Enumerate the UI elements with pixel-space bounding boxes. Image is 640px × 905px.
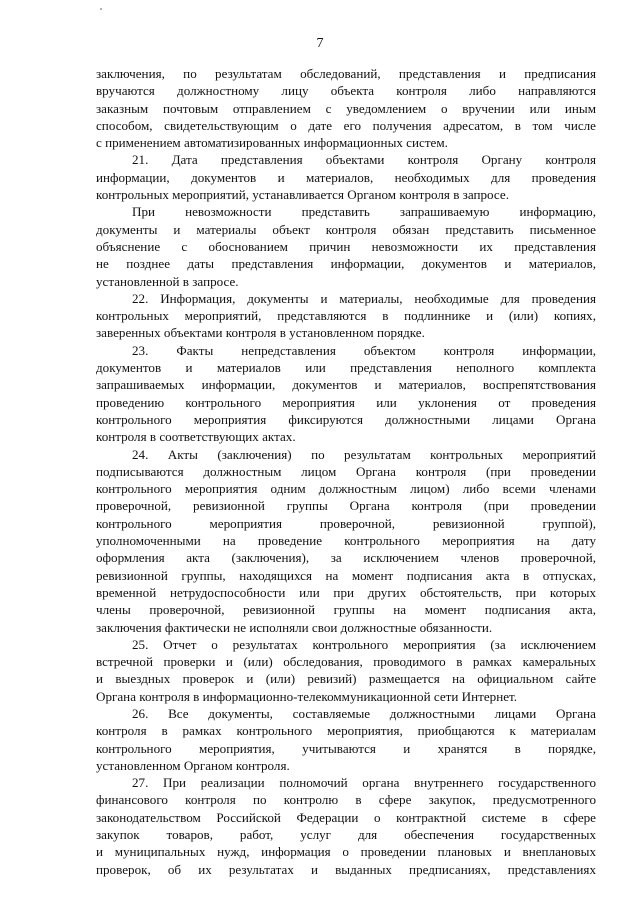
text-line: и муниципальных нужд, информация о проведении плановых и внеплановых xyxy=(96,844,596,860)
text-line: контроля в рамках контрольного мероприятия, приобщаются к материалам xyxy=(96,723,596,739)
text-line: объяснение с обоснованием причин невозможности их представления xyxy=(96,238,596,254)
text-line: документы и материалы объект контроля обязан представить письменное xyxy=(96,221,596,237)
text-line: вручаются должностному лицу объекта контроля либо направляются xyxy=(96,83,596,99)
text-line: не позднее даты представления информации, документов и материалов, xyxy=(96,256,596,272)
text-line: установленном Органом контроля. xyxy=(96,757,290,773)
text-line: проверок, об их результатах и выданных предписаниях, представлениях xyxy=(96,861,596,877)
text-line: подписываются должностным лицом Органа контроля (при проведении xyxy=(96,463,596,479)
text-line: контрольного мероприятия одним должностным лицом) либо всеми членами xyxy=(96,481,596,497)
text-line: ревизионной группы, находящихся на момент подписания акта в отпусках, xyxy=(96,567,596,583)
text-line: 25. Отчет о результатах контрольного мероприятия (за исключением xyxy=(132,636,596,652)
text-line: запрашиваемых информации, документов и материалов, воспрепятствования xyxy=(96,377,596,393)
page-number: 7 xyxy=(316,36,324,51)
text-line: заключения фактически не исполняли свои должностные обязанности. xyxy=(96,619,493,635)
text-line: 23. Факты непредставления объектом контроля информации, xyxy=(132,342,596,358)
text-line: с применением автоматизированных информационных систем. xyxy=(96,135,448,151)
text-line: заказным почтовым отправлением с уведомлением о вручении или иным xyxy=(96,100,596,116)
text-line: финансового контроля по контролю в сфере закупок, предусмотренного xyxy=(96,792,596,808)
text-line: 27. При реализации полномочий органа внутреннего государственного xyxy=(132,775,596,791)
text-line: 21. Дата представления объектами контроля Органу контроля xyxy=(132,152,596,168)
text-line: заверенных объектами контроля в установленном порядке. xyxy=(96,325,425,341)
text-line: законодательством Российской Федерации о контрактной системе в сфере xyxy=(96,809,596,825)
text-line: члены проверочной, ревизионной группы на момент подписания акта, xyxy=(96,602,596,618)
text-line: проверочной, ревизионной группы Органа контроля (при проведении xyxy=(96,498,596,514)
scan-speck xyxy=(100,8,102,10)
text-line: 22. Информация, документы и материалы, необходимые для проведения xyxy=(132,290,596,306)
text-line: контрольных мероприятий, устанавливается Органом контроля в запросе. xyxy=(96,187,509,203)
text-line: и выездных проверок и (или) ревизий) размещается на официальном сайте xyxy=(96,671,596,687)
text-line: Органа контроля в информационно-телекоммуникационной сети Интернет. xyxy=(96,688,518,704)
text-line: документов и материалов или представления неполного комплекта xyxy=(96,360,596,376)
text-line: закупок товаров, работ, услуг для обеспечения государственных xyxy=(96,827,596,843)
text-line: контрольного мероприятия фиксируются должностными лицами Органа xyxy=(96,411,596,427)
text-line: 26. Все документы, составляемые должностными лицами Органа xyxy=(132,705,596,721)
body-text xyxy=(96,65,596,878)
text-line: контрольного мероприятия, учитываются и хранятся в порядке, xyxy=(96,740,596,756)
text-line: установленной в запросе. xyxy=(96,273,239,289)
text-line: 24. Акты (заключения) по результатам контрольных мероприятий xyxy=(132,446,596,462)
text-line: контрольного мероприятия проверочной, ревизионной группой), xyxy=(96,515,596,531)
text-line: оформления акта (заключения), за исключением членов проверочной, xyxy=(96,550,596,566)
text-line: временной нетрудоспособности или при других обстоятельств, при которых xyxy=(96,584,596,600)
text-line: уполномоченными на проведение контрольного мероприятия на дату xyxy=(96,533,596,549)
text-line: контрольных мероприятий, представляются в подлиннике и (или) копиях, xyxy=(96,308,596,324)
text-line: проведению контрольного мероприятия или уклонения от проведения xyxy=(96,394,596,410)
text-line: контроля в соответствующих актах. xyxy=(96,429,296,445)
text-line: При невозможности представить запрашиваемую информацию, xyxy=(132,204,596,220)
text-line: способом, свидетельствующим о дате его получения адресатом, в том числе xyxy=(96,117,596,133)
text-line: информации, документов и материалов, необходимых для проведения xyxy=(96,169,596,185)
text-line: встречной проверки и (или) обследования, проводимого в рамках камеральных xyxy=(96,654,596,670)
text-line: заключения, по результатам обследований, представления и предписания xyxy=(96,66,596,81)
